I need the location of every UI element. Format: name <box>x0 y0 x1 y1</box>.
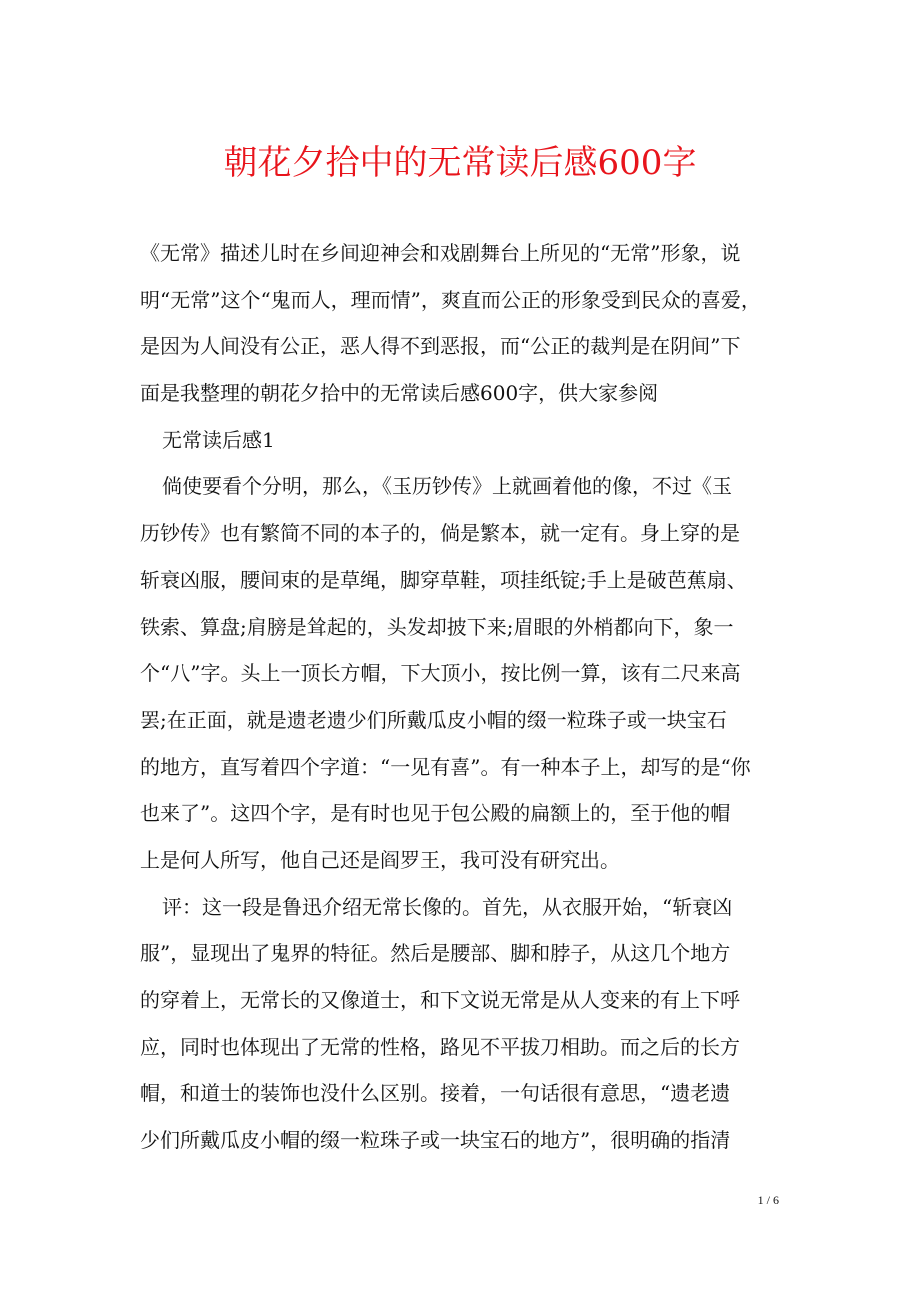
paragraph-intro <box>140 230 800 417</box>
text-line: 铁索、算盘;肩膀是耸起的，头发却披下来;眉眼的外梢都向下，象一 <box>140 614 734 639</box>
text-line: 上是何人所写，他自己还是阎罗王，我可没有研究出。 <box>140 847 620 872</box>
text-line: 明“无常”这个“鬼而人，理而情”，爽直而公正的形象受到民众的喜爱， <box>140 287 761 312</box>
text-line: 面是我整理的朝花夕拾中的无常读后感600字，供大家参阅 <box>140 381 659 406</box>
text-line: 罢;在正面，就是遗老遗少们所戴瓜皮小帽的缀一粒珠子或一块宝石 <box>140 707 727 732</box>
text-line: 评：这一段是鲁迅介绍无常长像的。首先，从衣服开始，“斩衰凶 <box>162 894 733 919</box>
text-line: 服”，显现出了鬼界的特征。然后是腰部、脚和脖子，从这几个地方 <box>140 941 731 966</box>
text-line: 斩衰凶服，腰间束的是草绳，脚穿草鞋，项挂纸锭;手上是破芭蕉扇、 <box>140 567 747 592</box>
paragraph-section-heading <box>140 417 800 464</box>
text-line: 《无常》描述儿时在乡间迎神会和戏剧舞台上所见的“无常”形象，说 <box>140 241 741 265</box>
text-line: 帽，和道士的装饰也没什么区别。接着，一句话很有意思，“遗老遗 <box>140 1081 731 1106</box>
paragraph-commentary <box>140 884 800 1164</box>
text-line: 是因为人间没有公正，恶人得不到恶报，而“公正的裁判是在阴间”下 <box>140 334 741 359</box>
paragraph-quote <box>140 463 800 883</box>
text-line: 倘使要看个分明，那么，《玉历钞传》上就画着他的像，不过《玉 <box>162 474 732 499</box>
document-title: 朝花夕拾中的无常读后感600字 <box>223 143 697 183</box>
text-line: 应，同时也体现出了无常的性格，路见不平拔刀相助。而之后的长方 <box>140 1034 740 1059</box>
page-number: 1 / 6 <box>757 1193 779 1207</box>
text-line: 少们所戴瓜皮小帽的缀一粒珠子或一块宝石的地方”，很明确的指清 <box>140 1128 731 1153</box>
text-line: 历钞传》也有繁简不同的本子的，倘是繁本，就一定有。身上穿的是 <box>140 521 740 546</box>
text-line: 无常读后感1 <box>162 427 275 452</box>
text-line: 也来了”。这四个字，是有时也见于包公殿的扁额上的，至于他的帽 <box>140 801 731 826</box>
document-body <box>140 230 800 1164</box>
text-line: 的穿着上，无常长的又像道士，和下文说无常是从人变来的有上下呼 <box>140 988 740 1012</box>
text-line: 的地方，直写着四个字道：“一见有喜”。有一种本子上，却写的是“你 <box>140 754 751 779</box>
text-line: 个“八”字。头上一顶长方帽，下大顶小，按比例一算，该有二尺来高 <box>140 661 741 686</box>
